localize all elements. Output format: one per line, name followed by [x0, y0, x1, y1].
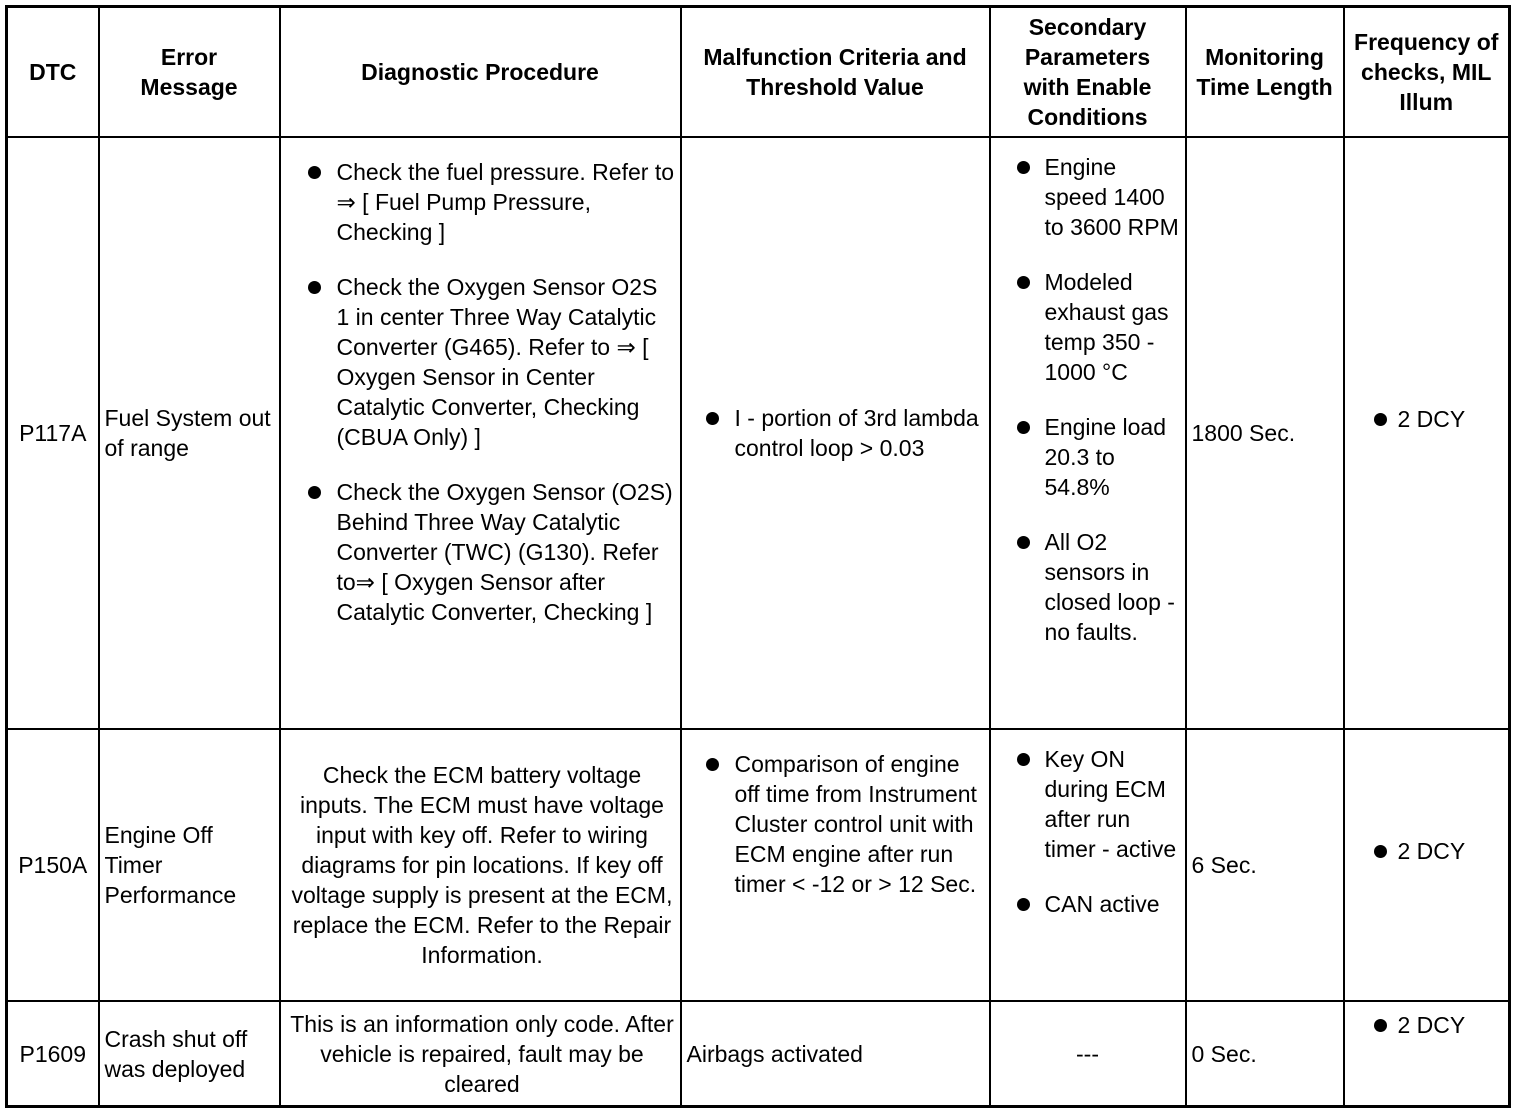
- secondary-item: All O2 sensors in closed loop - no faults.: [997, 527, 1181, 647]
- frequency-list: [1350, 836, 1504, 866]
- header-malfunction-criteria-text: Malfunction Criteria and Threshold Value: [703, 44, 967, 100]
- secondary-list: [997, 152, 1181, 647]
- malfunction-criteria: [681, 729, 990, 1001]
- secondary-parameters: [990, 729, 1186, 1001]
- frequency: [1344, 1001, 1510, 1106]
- header-row: [7, 7, 1510, 138]
- procedure-list: [289, 157, 676, 627]
- secondary-item: Engine speed 1400 to 3600 RPM: [997, 152, 1181, 242]
- diagnostic-procedure: [280, 137, 681, 729]
- frequency-item: 2 DCY: [1350, 1010, 1504, 1040]
- frequency: [1344, 729, 1510, 1001]
- frequency-list: [1350, 404, 1504, 434]
- frequency: [1344, 137, 1510, 729]
- dtc-code: P150A: [7, 729, 99, 1001]
- header-diagnostic-procedure: Diagnostic Procedure: [280, 7, 681, 138]
- dtc-table: [5, 5, 1511, 1108]
- dtc-code: P1609: [7, 1001, 99, 1106]
- secondary-item: CAN active: [997, 889, 1181, 919]
- procedure-item: Check the fuel pressure. Refer to ⇒ [ Fuel Pump Pressure, Checking ]: [289, 157, 676, 247]
- criteria-list: [687, 749, 984, 899]
- table-row-p1609: [7, 1001, 1510, 1106]
- header-secondary-parameters: [990, 7, 1186, 138]
- error-message: Fuel System out of range: [99, 137, 280, 729]
- header-malfunction-criteria: [681, 7, 990, 138]
- secondary-list: [997, 744, 1181, 919]
- header-frequency-text: Frequency of checks, MIL Illum: [1354, 29, 1499, 115]
- error-message: Engine Off Timer Performance: [99, 729, 280, 1001]
- header-monitoring-time: [1186, 7, 1344, 138]
- malfunction-criteria: Airbags activated: [681, 1001, 990, 1106]
- criteria-item: Comparison of engine off time from Instrument Cluster control unit with ECM engine after run timer < -12 or > 12 Sec.: [687, 749, 984, 899]
- monitoring-time: 6 Sec.: [1186, 729, 1344, 1001]
- monitoring-time: 0 Sec.: [1186, 1001, 1344, 1106]
- procedure-item: Check the Oxygen Sensor (O2S) Behind Three Way Catalytic Converter (TWC) (G130). Refer to⇒ [ Oxygen Sensor after Catalytic Converter, Checking ]: [289, 477, 676, 627]
- secondary-item: Modeled exhaust gas temp 350 - 1000 °C: [997, 267, 1181, 387]
- monitoring-time: 1800 Sec.: [1186, 137, 1344, 729]
- header-secondary-parameters-text: Secondary Parameters with Enable Conditions: [1023, 14, 1152, 130]
- frequency-list: [1350, 1010, 1504, 1040]
- secondary-parameters: ---: [990, 1001, 1186, 1106]
- malfunction-criteria: [681, 137, 990, 729]
- header-error-message-text: Error Message: [140, 44, 238, 100]
- header-monitoring-time-text: Monitoring Time Length: [1196, 44, 1333, 100]
- procedure-item: Check the Oxygen Sensor O2S 1 in center Three Way Catalytic Converter (G465). Refer to ⇒ [ Oxygen Sensor in Center Catalytic Converter, Checking (CBUA Only) ]: [289, 272, 676, 452]
- header-error-message: [99, 7, 280, 138]
- table-row-p117a: [7, 137, 1510, 729]
- secondary-parameters: [990, 137, 1186, 729]
- diagnostic-procedure: This is an information only code. After vehicle is repaired, fault may be cleared: [280, 1001, 681, 1106]
- frequency-item: 2 DCY: [1350, 836, 1504, 866]
- secondary-item: Key ON during ECM after run timer - active: [997, 744, 1181, 864]
- secondary-item: Engine load 20.3 to 54.8%: [997, 412, 1181, 502]
- frequency-item: 2 DCY: [1350, 404, 1504, 434]
- dtc-code: P117A: [7, 137, 99, 729]
- error-message: Crash shut off was deployed: [99, 1001, 280, 1106]
- table-row-p150a: [7, 729, 1510, 1001]
- diagnostic-procedure: Check the ECM battery voltage inputs. The ECM must have voltage input with key off. Refer to wiring diagrams for pin locations. If key off voltage supply is present at the ECM, replace the ECM. Refer to the Repair Information.: [280, 729, 681, 1001]
- header-frequency: [1344, 7, 1510, 138]
- criteria-list: [687, 403, 984, 463]
- header-dtc: DTC: [7, 7, 99, 138]
- criteria-item: I - portion of 3rd lambda control loop > 0.03: [687, 403, 984, 463]
